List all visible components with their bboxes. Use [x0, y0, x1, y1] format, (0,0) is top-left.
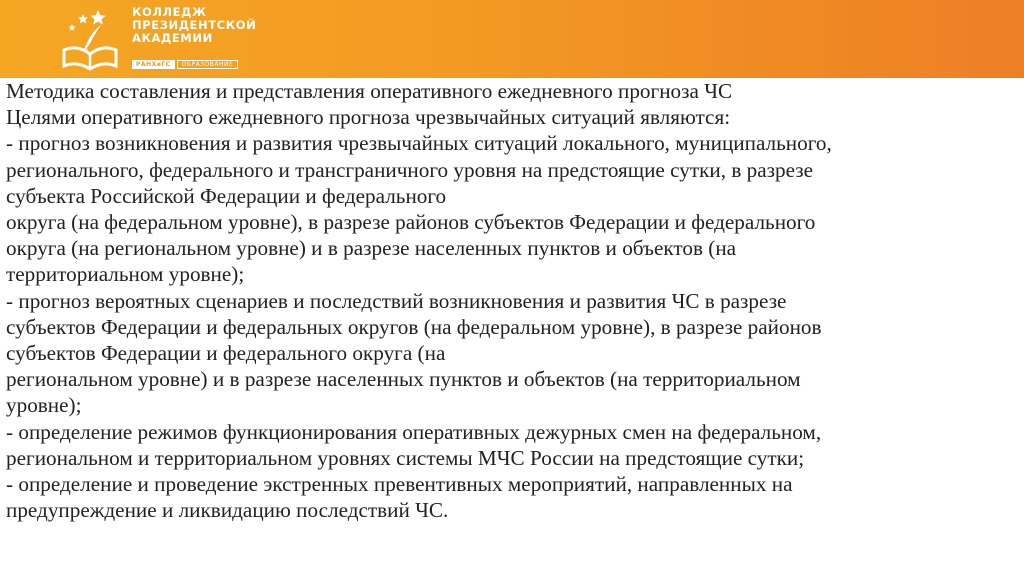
text-line: субъекта Российской Федерации и федерального — [6, 183, 447, 208]
text-line: регионального, федерального и трансграничного уровня на предстоящие сутки, в разрезе — [6, 157, 814, 182]
ranepa-label: РАНХиГС — [132, 60, 175, 69]
text-line: субъектов Федерации и федеральных округов (на федеральном уровне), в разрезе районов — [6, 314, 822, 339]
text-line: территориальном уровне); — [6, 262, 245, 287]
text-line: - определение и проведение экстренных превентивных мероприятий, направленных на — [6, 472, 793, 497]
college-name-line: АКАДЕМИИ — [132, 31, 213, 45]
text-line: региональном уровне) и в разрезе населенных пунктов и объектов (на территориальном — [6, 367, 801, 392]
header-band — [0, 0, 1024, 78]
text-line: - определение режимов функционирования оперативных дежурных смен на федеральном, — [6, 419, 822, 444]
text-line: региональном и территориальном уровнях системы МЧС России на предстоящие сутки; — [6, 445, 805, 470]
college-name — [132, 6, 256, 45]
text-line: округа (на региональном уровне) и в разрезе населенных пунктов и объектов (на — [6, 236, 737, 261]
text-line: - прогноз вероятных сценариев и последствий возникновения и развития ЧС в разрезе — [6, 288, 787, 313]
document-body — [6, 78, 1018, 523]
text-line: Целями оперативного ежедневного прогноза чрезвычайных ситуаций являются: — [6, 105, 731, 130]
document-title: Методика составления и представления оперативного ежедневного прогноза ЧС — [6, 79, 733, 103]
college-name-line: ПРЕЗИДЕНТСКОЙ — [132, 18, 257, 32]
text-line: предупреждение и ликвидацию последствий ЧС. — [6, 498, 449, 523]
ranepa-strip — [132, 60, 238, 69]
text-line: уровне); — [6, 393, 82, 418]
education-label: ОБРАЗОВАНИЕ — [177, 60, 239, 69]
college-name-line: КОЛЛЕДЖ — [132, 5, 207, 19]
text-line: округа (на федеральном уровне), в разрезе районов субъектов Федерации и федерального — [6, 210, 816, 235]
text-line: - прогноз возникновения и развития чрезвычайных ситуаций локального, муниципального, — [6, 131, 832, 156]
college-logo-icon — [58, 6, 124, 72]
text-line: субъектов Федерации и федерального округа (на — [6, 341, 446, 366]
